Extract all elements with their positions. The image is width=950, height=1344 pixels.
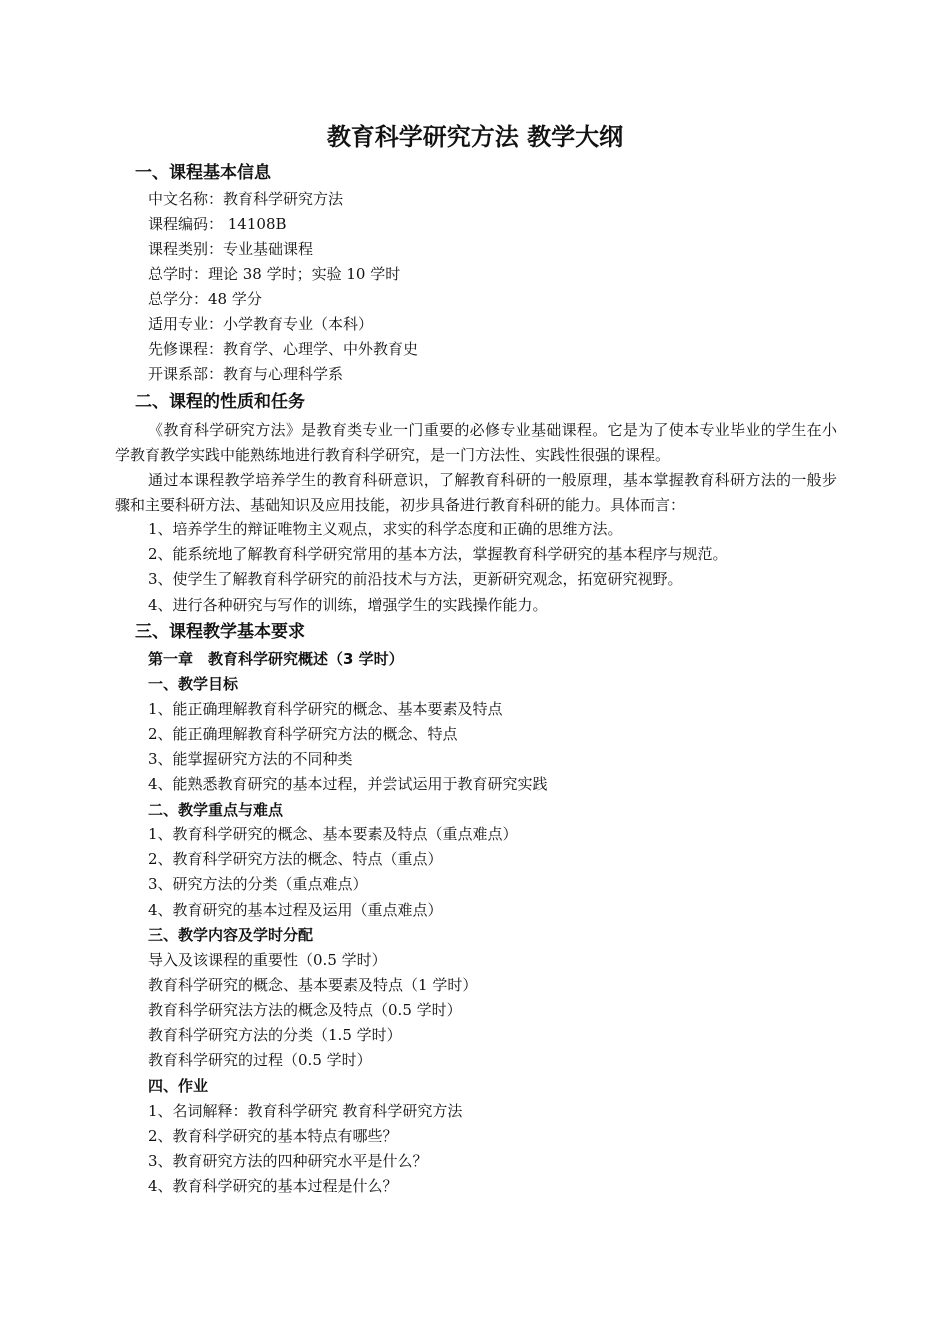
info-line: 总学时：理论 38 学时；实验 10 学时 [148,265,401,283]
key-item: 2、教育科学研究方法的概念、特点（重点） [148,850,443,868]
key-item: 3、研究方法的分类（重点难点） [148,875,368,893]
homework-item: 4、教育科学研究的基本过程是什么？ [148,1177,398,1195]
goal-item: 1、能正确理解教育科学研究的概念、基本要素及特点 [148,700,503,718]
goal-item: 2、能正确理解教育科学研究方法的概念、特点 [148,725,458,743]
task-item: 2、能系统地了解教育科学研究常用的基本方法，掌握教育科学研究的基本程序与规范。 [148,545,728,563]
info-line: 先修课程：教育学、心理学、中外教育史 [148,340,419,358]
section-heading-requirements: 三、课程教学基本要求 [135,622,305,642]
content-item: 导入及该课程的重要性（0.5 学时） [148,951,387,969]
paragraph: 通过本课程教学培养学生的教育科研意识，了解教育科研的一般原理，基本掌握教育科研方法的一般步骤和主要科研方法、基础知识及应用技能，初步具备进行教育科研的能力。具体而言： [115,471,837,514]
key-item: 4、教育研究的基本过程及运用（重点难点） [148,901,443,919]
info-line: 总学分：48 学分 [148,290,262,308]
info-line: 中文名称：教育科学研究方法 [148,190,344,208]
homework-item: 3、教育研究方法的四种研究水平是什么？ [148,1152,428,1170]
info-line: 开课系部：教育与心理科学系 [148,365,344,383]
homework-item: 2、教育科学研究的基本特点有哪些？ [148,1127,398,1145]
content-item: 教育科学研究方法的分类（1.5 学时） [148,1026,402,1044]
content-item: 教育科学研究的概念、基本要素及特点（1 学时） [148,976,478,994]
subheading-homework: 四、作业 [148,1077,209,1095]
content-item: 教育科学研究法方法的概念及特点（0.5 学时） [148,1001,462,1019]
subheading-content: 三、教学内容及学时分配 [148,926,314,944]
task-item: 3、使学生了解教育科学研究的前沿技术与方法，更新研究观念，拓宽研究视野。 [148,570,683,588]
info-line: 课程编码： 14108B [148,215,287,233]
chapter-heading: 第一章 教育科学研究概述（3 学时） [148,650,404,668]
subheading-goals: 一、教学目标 [148,675,239,693]
goal-item: 4、能熟悉教育研究的基本过程，并尝试运用于教育研究实践 [148,775,548,793]
homework-item: 1、名词解释：教育科学研究 教育科学研究方法 [148,1102,463,1120]
goal-item: 3、能掌握研究方法的不同种类 [148,750,353,768]
section-heading-basic-info: 一、课程基本信息 [135,163,271,183]
key-item: 1、教育科学研究的概念、基本要素及特点（重点难点） [148,825,518,843]
task-item: 4、进行各种研究与写作的训练，增强学生的实践操作能力。 [148,596,548,614]
section-heading-nature-tasks: 二、课程的性质和任务 [135,392,305,412]
content-item: 教育科学研究的过程（0.5 学时） [148,1051,372,1069]
paragraph: 《教育科学研究方法》是教育类专业一门重要的必修专业基础课程。它是为了使本专业毕业的学生在小学教育教学实践中能熟练地进行教育科学研究，是一门方法性、实践性很强的课程。 [115,421,837,464]
info-line: 课程类别：专业基础课程 [148,240,314,258]
document-title: 教育科学研究方法 教学大纲 [326,123,624,151]
task-item: 1、培养学生的辩证唯物主义观点，求实的科学态度和正确的思维方法。 [148,520,623,538]
info-line: 适用专业：小学教育专业（本科） [148,315,374,333]
subheading-key-points: 二、教学重点与难点 [148,801,284,819]
